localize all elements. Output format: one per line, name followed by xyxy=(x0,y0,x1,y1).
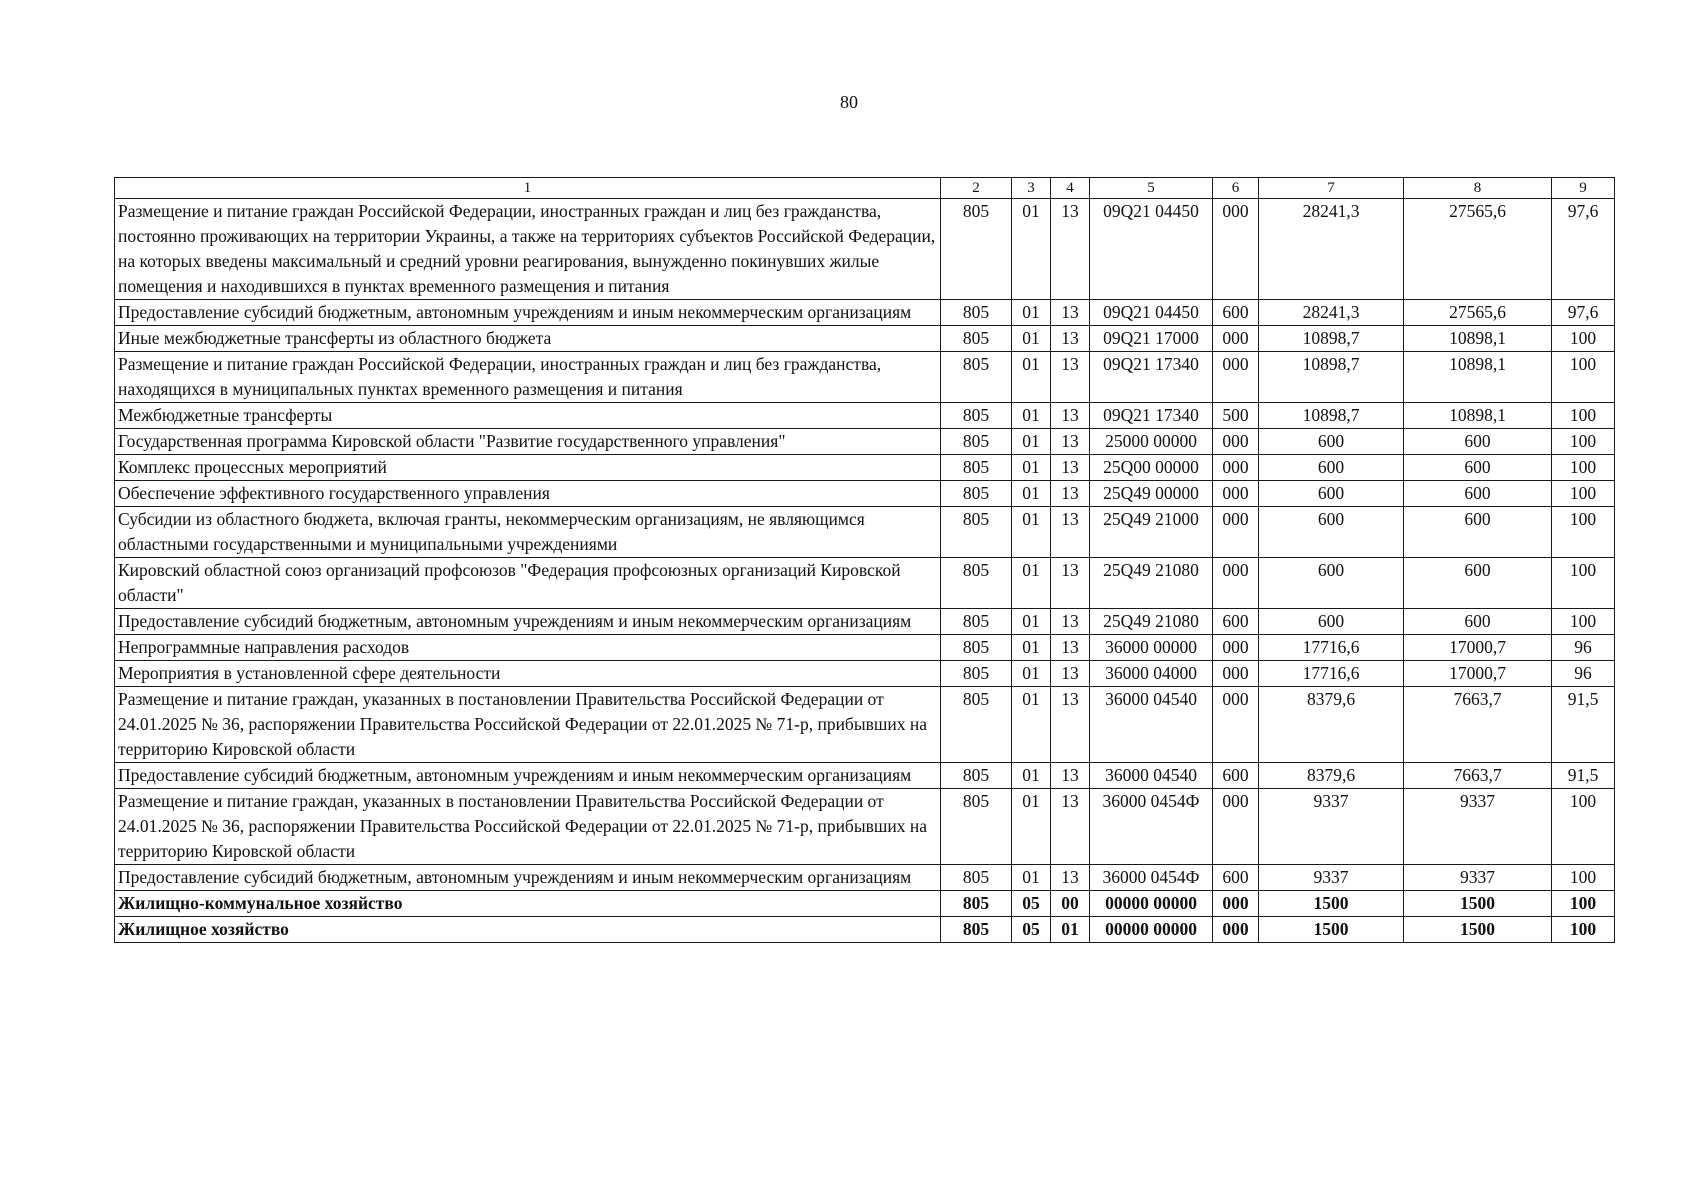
glava-cell: 805 xyxy=(941,403,1012,429)
percent-cell: 100 xyxy=(1552,481,1615,507)
target-article-cell: 36000 0454Ф xyxy=(1090,789,1213,865)
target-article-cell: 25Q49 21080 xyxy=(1090,609,1213,635)
glava-cell: 805 xyxy=(941,865,1012,891)
expense-type-cell: 500 xyxy=(1213,403,1259,429)
podrazdel-cell: 13 xyxy=(1051,789,1090,865)
executed-amount-cell: 10898,1 xyxy=(1404,326,1552,352)
percent-cell: 91,5 xyxy=(1552,687,1615,763)
razdel-cell: 01 xyxy=(1012,429,1051,455)
podrazdel-cell: 01 xyxy=(1051,917,1090,943)
row-name-cell: Жилищно-коммунальное хозяйство xyxy=(115,891,941,917)
row-name-cell: Размещение и питание граждан Российской Федерации, иностранных граждан и лиц без гражданства, находящихся в муниципальных пунктах временного размещения и питания xyxy=(115,352,941,403)
row-name-cell: Предоставление субсидий бюджетным, автономным учреждениям и иным некоммерческим организациям xyxy=(115,865,941,891)
target-article-cell: 00000 00000 xyxy=(1090,917,1213,943)
razdel-cell: 01 xyxy=(1012,507,1051,558)
glava-cell: 805 xyxy=(941,455,1012,481)
glava-cell: 805 xyxy=(941,326,1012,352)
header-cell-2: 2 xyxy=(941,178,1012,199)
table-row xyxy=(115,687,1615,763)
expense-type-cell: 000 xyxy=(1213,917,1259,943)
percent-cell: 100 xyxy=(1552,558,1615,609)
planned-amount-cell: 10898,7 xyxy=(1259,326,1404,352)
podrazdel-cell: 13 xyxy=(1051,352,1090,403)
row-name-cell: Размещение и питание граждан, указанных в постановлении Правительства Российской Федерации от 24.01.2025 № 36, распоряжении Правительства Российской Федерации от 22.01.2025 № 71-р, прибывших на территорию Кировской области xyxy=(115,687,941,763)
expense-type-cell: 000 xyxy=(1213,687,1259,763)
table-row xyxy=(115,661,1615,687)
row-name-cell: Межбюджетные трансферты xyxy=(115,403,941,429)
razdel-cell: 01 xyxy=(1012,558,1051,609)
percent-cell: 100 xyxy=(1552,891,1615,917)
executed-amount-cell: 600 xyxy=(1404,558,1552,609)
row-name-cell: Кировский областной союз организаций профсоюзов "Федерация профсоюзных организаций Кировской области" xyxy=(115,558,941,609)
executed-amount-cell: 1500 xyxy=(1404,891,1552,917)
page-number: 80 xyxy=(840,92,858,112)
percent-cell: 100 xyxy=(1552,609,1615,635)
podrazdel-cell: 13 xyxy=(1051,609,1090,635)
razdel-cell: 05 xyxy=(1012,891,1051,917)
planned-amount-cell: 600 xyxy=(1259,507,1404,558)
table-row xyxy=(115,429,1615,455)
row-name-cell: Комплекс процессных мероприятий xyxy=(115,455,941,481)
glava-cell: 805 xyxy=(941,558,1012,609)
planned-amount-cell: 600 xyxy=(1259,609,1404,635)
expense-type-cell: 000 xyxy=(1213,199,1259,300)
executed-amount-cell: 17000,7 xyxy=(1404,635,1552,661)
podrazdel-cell: 13 xyxy=(1051,403,1090,429)
razdel-cell: 01 xyxy=(1012,300,1051,326)
podrazdel-cell: 00 xyxy=(1051,891,1090,917)
razdel-cell: 01 xyxy=(1012,763,1051,789)
razdel-cell: 01 xyxy=(1012,326,1051,352)
header-cell-6: 6 xyxy=(1213,178,1259,199)
target-article-cell: 36000 04540 xyxy=(1090,687,1213,763)
percent-cell: 100 xyxy=(1552,326,1615,352)
planned-amount-cell: 1500 xyxy=(1259,891,1404,917)
razdel-cell: 01 xyxy=(1012,352,1051,403)
razdel-cell: 01 xyxy=(1012,635,1051,661)
expense-type-cell: 600 xyxy=(1213,609,1259,635)
header-cell-9: 9 xyxy=(1552,178,1615,199)
table-row xyxy=(115,481,1615,507)
budget-table-body xyxy=(115,178,1615,943)
podrazdel-cell: 13 xyxy=(1051,687,1090,763)
executed-amount-cell: 1500 xyxy=(1404,917,1552,943)
header-cell-4: 4 xyxy=(1051,178,1090,199)
budget-table xyxy=(114,177,1615,943)
table-row xyxy=(115,326,1615,352)
expense-type-cell: 000 xyxy=(1213,326,1259,352)
percent-cell: 96 xyxy=(1552,661,1615,687)
table-row xyxy=(115,635,1615,661)
table-header-row xyxy=(115,178,1615,199)
glava-cell: 805 xyxy=(941,687,1012,763)
executed-amount-cell: 600 xyxy=(1404,481,1552,507)
target-article-cell: 25Q00 00000 xyxy=(1090,455,1213,481)
razdel-cell: 01 xyxy=(1012,403,1051,429)
podrazdel-cell: 13 xyxy=(1051,635,1090,661)
header-cell-3: 3 xyxy=(1012,178,1051,199)
table-row xyxy=(115,300,1615,326)
header-cell-1: 1 xyxy=(115,178,941,199)
percent-cell: 100 xyxy=(1552,352,1615,403)
planned-amount-cell: 600 xyxy=(1259,558,1404,609)
glava-cell: 805 xyxy=(941,300,1012,326)
row-name-cell: Предоставление субсидий бюджетным, автономным учреждениям и иным некоммерческим организациям xyxy=(115,300,941,326)
percent-cell: 100 xyxy=(1552,507,1615,558)
target-article-cell: 25Q49 21080 xyxy=(1090,558,1213,609)
razdel-cell: 05 xyxy=(1012,917,1051,943)
percent-cell: 100 xyxy=(1552,865,1615,891)
target-article-cell: 25Q49 00000 xyxy=(1090,481,1213,507)
target-article-cell: 36000 00000 xyxy=(1090,635,1213,661)
expense-type-cell: 000 xyxy=(1213,558,1259,609)
target-article-cell: 25000 00000 xyxy=(1090,429,1213,455)
podrazdel-cell: 13 xyxy=(1051,558,1090,609)
row-name-cell: Предоставление субсидий бюджетным, автономным учреждениям и иным некоммерческим организациям xyxy=(115,609,941,635)
expense-type-cell: 600 xyxy=(1213,763,1259,789)
target-article-cell: 36000 0454Ф xyxy=(1090,865,1213,891)
target-article-cell: 25Q49 21000 xyxy=(1090,507,1213,558)
percent-cell: 100 xyxy=(1552,403,1615,429)
row-name-cell: Жилищное хозяйство xyxy=(115,917,941,943)
table-row xyxy=(115,891,1615,917)
table-row xyxy=(115,558,1615,609)
podrazdel-cell: 13 xyxy=(1051,455,1090,481)
expense-type-cell: 000 xyxy=(1213,635,1259,661)
header-cell-8: 8 xyxy=(1404,178,1552,199)
executed-amount-cell: 600 xyxy=(1404,455,1552,481)
planned-amount-cell: 8379,6 xyxy=(1259,687,1404,763)
table-row xyxy=(115,507,1615,558)
expense-type-cell: 600 xyxy=(1213,300,1259,326)
razdel-cell: 01 xyxy=(1012,789,1051,865)
table-row xyxy=(115,455,1615,481)
executed-amount-cell: 10898,1 xyxy=(1404,403,1552,429)
podrazdel-cell: 13 xyxy=(1051,429,1090,455)
table-row xyxy=(115,609,1615,635)
expense-type-cell: 000 xyxy=(1213,352,1259,403)
header-cell-7: 7 xyxy=(1259,178,1404,199)
razdel-cell: 01 xyxy=(1012,481,1051,507)
planned-amount-cell: 28241,3 xyxy=(1259,300,1404,326)
planned-amount-cell: 600 xyxy=(1259,455,1404,481)
razdel-cell: 01 xyxy=(1012,661,1051,687)
glava-cell: 805 xyxy=(941,507,1012,558)
row-name-cell: Обеспечение эффективного государственного управления xyxy=(115,481,941,507)
row-name-cell: Размещение и питание граждан Российской Федерации, иностранных граждан и лиц без гражданства, постоянно проживающих на территории Украины, а также на территориях субъектов Российской Федерации, на которых введены максимальный и средний уровни реагирования, вынужденно покинувших жилые помещения и находившихся в пунктах временного размещения и питания xyxy=(115,199,941,300)
glava-cell: 805 xyxy=(941,481,1012,507)
glava-cell: 805 xyxy=(941,661,1012,687)
executed-amount-cell: 27565,6 xyxy=(1404,300,1552,326)
razdel-cell: 01 xyxy=(1012,609,1051,635)
executed-amount-cell: 27565,6 xyxy=(1404,199,1552,300)
expense-type-cell: 000 xyxy=(1213,891,1259,917)
executed-amount-cell: 7663,7 xyxy=(1404,687,1552,763)
planned-amount-cell: 9337 xyxy=(1259,865,1404,891)
planned-amount-cell: 600 xyxy=(1259,481,1404,507)
planned-amount-cell: 17716,6 xyxy=(1259,635,1404,661)
planned-amount-cell: 8379,6 xyxy=(1259,763,1404,789)
podrazdel-cell: 13 xyxy=(1051,507,1090,558)
expense-type-cell: 000 xyxy=(1213,789,1259,865)
table-row xyxy=(115,199,1615,300)
row-name-cell: Государственная программа Кировской области "Развитие государственного управления" xyxy=(115,429,941,455)
executed-amount-cell: 600 xyxy=(1404,609,1552,635)
podrazdel-cell: 13 xyxy=(1051,199,1090,300)
table-row xyxy=(115,352,1615,403)
planned-amount-cell: 1500 xyxy=(1259,917,1404,943)
executed-amount-cell: 600 xyxy=(1404,507,1552,558)
row-name-cell: Субсидии из областного бюджета, включая гранты, некоммерческим организациям, не являющимся областными государственными и муниципальными учреждениями xyxy=(115,507,941,558)
podrazdel-cell: 13 xyxy=(1051,300,1090,326)
glava-cell: 805 xyxy=(941,635,1012,661)
header-cell-5: 5 xyxy=(1090,178,1213,199)
expense-type-cell: 000 xyxy=(1213,429,1259,455)
executed-amount-cell: 17000,7 xyxy=(1404,661,1552,687)
percent-cell: 97,6 xyxy=(1552,199,1615,300)
target-article-cell: 09Q21 04450 xyxy=(1090,300,1213,326)
expense-type-cell: 000 xyxy=(1213,661,1259,687)
planned-amount-cell: 9337 xyxy=(1259,789,1404,865)
executed-amount-cell: 9337 xyxy=(1404,865,1552,891)
glava-cell: 805 xyxy=(941,891,1012,917)
glava-cell: 805 xyxy=(941,789,1012,865)
percent-cell: 96 xyxy=(1552,635,1615,661)
podrazdel-cell: 13 xyxy=(1051,481,1090,507)
planned-amount-cell: 10898,7 xyxy=(1259,403,1404,429)
percent-cell: 97,6 xyxy=(1552,300,1615,326)
glava-cell: 805 xyxy=(941,763,1012,789)
razdel-cell: 01 xyxy=(1012,455,1051,481)
podrazdel-cell: 13 xyxy=(1051,326,1090,352)
executed-amount-cell: 10898,1 xyxy=(1404,352,1552,403)
glava-cell: 805 xyxy=(941,352,1012,403)
target-article-cell: 09Q21 17340 xyxy=(1090,403,1213,429)
target-article-cell: 09Q21 17000 xyxy=(1090,326,1213,352)
razdel-cell: 01 xyxy=(1012,687,1051,763)
table-row xyxy=(115,789,1615,865)
table-row xyxy=(115,763,1615,789)
planned-amount-cell: 17716,6 xyxy=(1259,661,1404,687)
row-name-cell: Предоставление субсидий бюджетным, автономным учреждениям и иным некоммерческим организациям xyxy=(115,763,941,789)
podrazdel-cell: 13 xyxy=(1051,763,1090,789)
expense-type-cell: 000 xyxy=(1213,455,1259,481)
executed-amount-cell: 600 xyxy=(1404,429,1552,455)
expense-type-cell: 000 xyxy=(1213,507,1259,558)
target-article-cell: 09Q21 17340 xyxy=(1090,352,1213,403)
row-name-cell: Непрограммные направления расходов xyxy=(115,635,941,661)
glava-cell: 805 xyxy=(941,609,1012,635)
row-name-cell: Размещение и питание граждан, указанных в постановлении Правительства Российской Федерации от 24.01.2025 № 36, распоряжении Правительства Российской Федерации от 22.01.2025 № 71-р, прибывших на территорию Кировской области xyxy=(115,789,941,865)
target-article-cell: 36000 04000 xyxy=(1090,661,1213,687)
razdel-cell: 01 xyxy=(1012,199,1051,300)
podrazdel-cell: 13 xyxy=(1051,661,1090,687)
glava-cell: 805 xyxy=(941,429,1012,455)
planned-amount-cell: 10898,7 xyxy=(1259,352,1404,403)
table-row xyxy=(115,865,1615,891)
row-name-cell: Мероприятия в установленной сфере деятельности xyxy=(115,661,941,687)
executed-amount-cell: 7663,7 xyxy=(1404,763,1552,789)
executed-amount-cell: 9337 xyxy=(1404,789,1552,865)
target-article-cell: 00000 00000 xyxy=(1090,891,1213,917)
percent-cell: 91,5 xyxy=(1552,763,1615,789)
table-row xyxy=(115,403,1615,429)
target-article-cell: 36000 04540 xyxy=(1090,763,1213,789)
expense-type-cell: 000 xyxy=(1213,481,1259,507)
glava-cell: 805 xyxy=(941,199,1012,300)
percent-cell: 100 xyxy=(1552,429,1615,455)
podrazdel-cell: 13 xyxy=(1051,865,1090,891)
glava-cell: 805 xyxy=(941,917,1012,943)
percent-cell: 100 xyxy=(1552,917,1615,943)
planned-amount-cell: 28241,3 xyxy=(1259,199,1404,300)
percent-cell: 100 xyxy=(1552,789,1615,865)
expense-type-cell: 600 xyxy=(1213,865,1259,891)
target-article-cell: 09Q21 04450 xyxy=(1090,199,1213,300)
planned-amount-cell: 600 xyxy=(1259,429,1404,455)
razdel-cell: 01 xyxy=(1012,865,1051,891)
percent-cell: 100 xyxy=(1552,455,1615,481)
row-name-cell: Иные межбюджетные трансферты из областного бюджета xyxy=(115,326,941,352)
table-row xyxy=(115,917,1615,943)
